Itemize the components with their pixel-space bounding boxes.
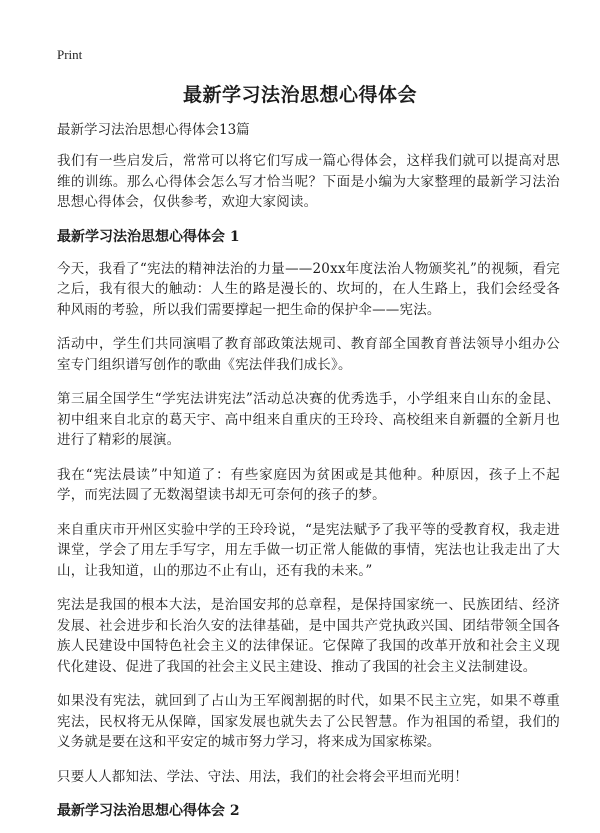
paragraph: 来自重庆市开州区实验中学的王玲玲说，“是宪法赋予了我平等的受教育权，我走进课堂，学会了用左手写字，用左手做一切正常人能做的事情，宪法也让我走出了大山，让我知道，山的那边不止有山，还有我的未来。” (57, 521, 560, 579)
paragraph: 只要人人都知法、学法、守法、用法，我们的社会将会平坦而光明！ (57, 768, 468, 785)
document-body (57, 120, 560, 833)
paragraph: 如果没有宪法，就回到了占山为王军阀割据的时代，如果不民主立宪，如果不尊重宪法，民权将无从保障，国家发展也就失去了公民智慧。作为祖国的希望，我们的义务就是要在这和平安定的城市努力学习，将来成为国家栋梁。 (57, 693, 560, 750)
print-link[interactable]: Print (57, 47, 83, 62)
paragraph: 宪法是我国的根本大法，是治国安邦的总章程，是保持国家统一、民族团结、经济发展、社会进步和长治久安的法律基础，是中国共产党执政兴国、团结带领全国各族人民建设中国特色社会主义的法律保证。它保障了我国的改革开放和社会主义现代化建设、促进了我国的社会主义民主建设、推动了我国的社会主义法制建设。 (57, 597, 560, 675)
paragraph: 今天，我看了“宪法的精神法治的力量——20xx年度法治人物颁奖礼”的视频，看完之后，我有很大的触动：人生的路是漫长的、坎坷的，在人生路上，我们会经受各种风雨的考验，所以我们需要撑起一把生命的保护伞——宪法。 (57, 260, 560, 318)
page-title: 最新学习法治思想心得体会 (182, 84, 417, 106)
section-heading-2: 最新学习法治思想心得体会 2 (57, 803, 240, 819)
document-subtitle: 最新学习法治思想心得体会13篇 (57, 122, 250, 138)
paragraph: 我在“宪法晨读”中知道了：有些家庭因为贫困或是其他种。种原因，孩子上不起学，而宪法圆了无数渴望读书却无可奈何的孩子的梦。 (57, 466, 560, 503)
intro-paragraph: 我们有一些启发后，常常可以将它们写成一篇心得体会，这样我们就可以提高对思维的训练。那么心得体会怎么写才恰当呢？下面是小编为大家整理的最新学习法治思想心得体会，仅供参考，欢迎大家阅读。 (57, 153, 560, 210)
paragraph: 第三届全国学生“学宪法讲宪法”活动总决赛的优秀选手，小学组来自山东的金昆、初中组来自北京的葛天宇、高中组来自重庆的王玲玲、高校组来自新疆的全新月也进行了精彩的展演。 (57, 391, 560, 448)
section-heading-1: 最新学习法治思想心得体会 1 (57, 228, 240, 245)
paragraph: 活动中，学生们共同演唱了教育部政策法规司、教育部全国教育普法领导小组办公室专门组织谱写创作的歌曲《宪法伴我们成长》。 (57, 336, 560, 373)
